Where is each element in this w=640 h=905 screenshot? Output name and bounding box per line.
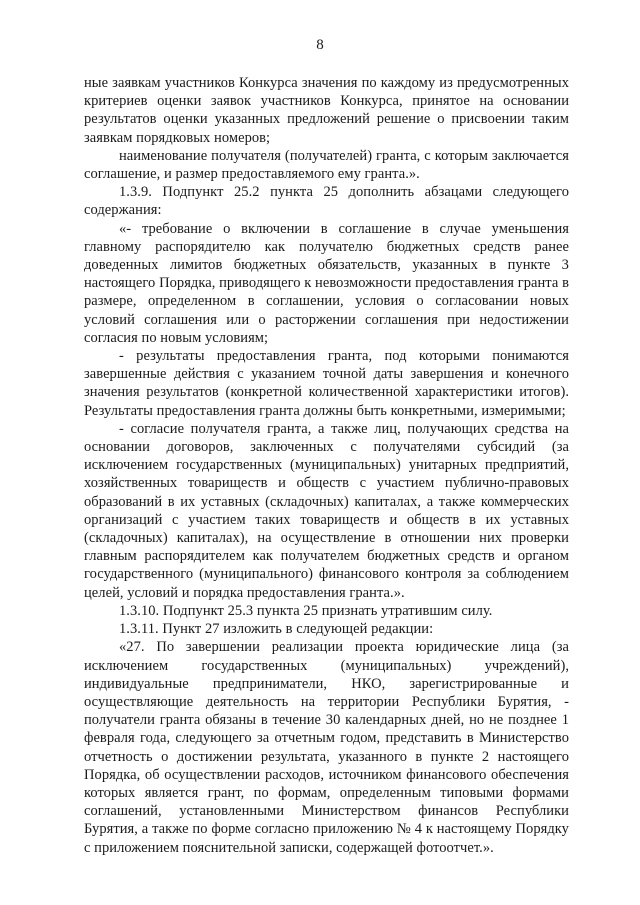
- paragraph: - результаты предоставления гранта, под которыми понимаются завершенные действия с указанием точной даты завершения и конечного значения результатов (конкретной количественной характеристики итогов). Результаты предоставления гранта должны быть конкретными, измеримыми;: [84, 348, 569, 419]
- paragraph: наименование получателя (получателей) гранта, с которым заключается соглашение, и размер предоставляемого ему гранта.».: [84, 147, 569, 183]
- paragraph: «27. По завершении реализации проекта юридические лица (за исключением государственных (муниципальных) учреждений), индивидуальные предприниматели, НКО, зарегистрированные и осуществляющие деятельность на территории Республики Бурятия, - получатели гранта обязаны в течение 30 календарных дней, но не позднее 1 февраля года, следующего за отчетным годом, представить в Министерство отчетность о достижении результата, указанного в пункте 2 настоящего Порядка, об осуществлении расходов, источником финансового обеспечения которых является грант, по формам, определенным типовыми формами соглашений, установленными Министерством финансов Республики Бурятия, а также по форме согласно приложению № 4 к настоящему Порядку с приложением пояснительной записки, содержащей фотоотчет.».: [84, 639, 569, 856]
- paragraph: 1.3.9. Подпункт 25.2 пункта 25 дополнить абзацами следующего содержания:: [84, 184, 569, 219]
- paragraph: ные заявкам участников Конкурса значения по каждому из предусмотренных критериев оценки заявок участников Конкурса, принятое на основании результатов оценки указанных предложений решение о присвоении таким заявкам порядковых номеров;: [84, 75, 569, 146]
- page-number: 8: [316, 37, 324, 53]
- paragraph: 1.3.11. Пункт 27 изложить в следующей редакции:: [119, 621, 434, 638]
- paragraph: - согласие получателя гранта, а также лиц, получающих средства на основании договоров, заключенных с получателями субсидий (за исключением государственных (муниципальных) унитарных предприятий, хозяйственных товариществ и обществ с участием публично-правовых образований в их уставных (складочных) капиталах, а также коммерческих организаций с участием таких товариществ и обществ в их уставных (складочных) капиталах), на осуществление в отношении них проверки главным распорядителем как получателем бюджетных средств и органом государственного (муниципального) финансового контроля за соблюдением целей, условий и порядка предоставления гранта.».: [84, 420, 569, 601]
- paragraph: 1.3.10. Подпункт 25.3 пункта 25 признать утратившим силу.: [119, 602, 493, 619]
- paragraph: «- требование о включении в соглашение в случае уменьшения главному распорядителю как получателю бюджетных средств ранее доведенных лимитов бюджетных обязательств, указанных в пункте 3 настоящего Порядка, приводящего к невозможности предоставления гранта в размере, определенном в соглашении, условия о согласовании новых условий соглашения или о расторжении соглашения при недостижении согласия по новым условиям;: [84, 220, 569, 346]
- document-body: [84, 74, 569, 857]
